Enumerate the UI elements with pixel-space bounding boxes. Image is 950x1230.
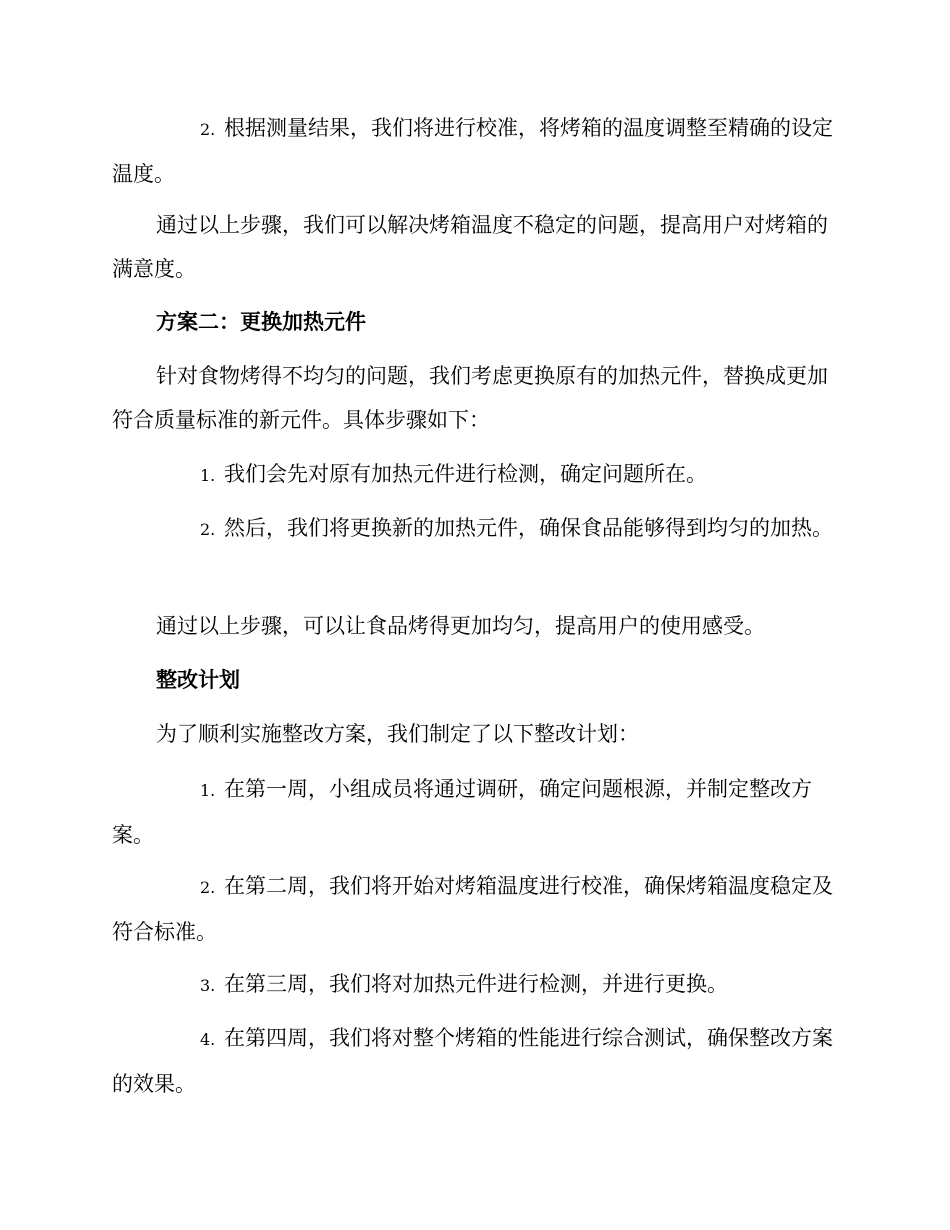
heading-rectification-plan: 整改计划 (156, 668, 240, 692)
list-number: 3. (200, 976, 216, 995)
list-item-text: 我们会先对原有加热元件进行检测，确定问题所在。 (224, 462, 707, 486)
list-item-text: 在第一周，小组成员将通过调研，确定问题根源，并制定整改方案。 (112, 777, 812, 847)
list-number: 1. (200, 781, 216, 800)
paragraph-summary-2: 通过以上步骤，可以让食品烤得更加均匀，提高用户的使用感受。 (156, 614, 765, 638)
list-number: 2. (200, 520, 216, 539)
list-item-calibrate (112, 106, 834, 196)
list-item-text: 在第二周，我们将开始对烤箱温度进行校准，确保烤箱温度稳定及符合标准。 (112, 874, 833, 944)
list-number: 4. (200, 1030, 216, 1049)
list-number: 2. (200, 878, 216, 897)
paragraph-plan-two-intro: 针对食物烤得不均匀的问题，我们考虑更换原有的加热元件，替换成更加符合质量标准的新元件。具体步骤如下： (112, 364, 828, 432)
paragraph-plan-intro: 为了顺利实施整改方案，我们制定了以下整改计划： (156, 722, 639, 746)
list-number: 2. (200, 120, 216, 139)
list-item-week-2 (112, 864, 834, 954)
list-item-text: 在第四周，我们将对整个烤箱的性能进行综合测试，确保整改方案的效果。 (112, 1026, 833, 1096)
list-item-text: 在第三周，我们将对加热元件进行检测，并进行更换。 (224, 972, 728, 996)
list-item-text: 然后，我们将更换新的加热元件，确保食品能够得到均匀的加热。 (224, 516, 833, 540)
list-item-week-1 (112, 767, 834, 857)
heading-plan-two: 方案二：更换加热元件 (156, 310, 366, 334)
list-item-week-4 (112, 1016, 834, 1106)
list-item-replace (112, 506, 834, 552)
list-item-inspect (112, 452, 834, 498)
paragraph-summary-1: 通过以上步骤，我们可以解决烤箱温度不稳定的问题，提高用户对烤箱的满意度。 (112, 213, 828, 281)
list-number: 1. (200, 466, 216, 485)
list-item-week-3 (112, 962, 834, 1008)
list-item-text: 根据测量结果，我们将进行校准，将烤箱的温度调整至精确的设定温度。 (112, 116, 833, 186)
